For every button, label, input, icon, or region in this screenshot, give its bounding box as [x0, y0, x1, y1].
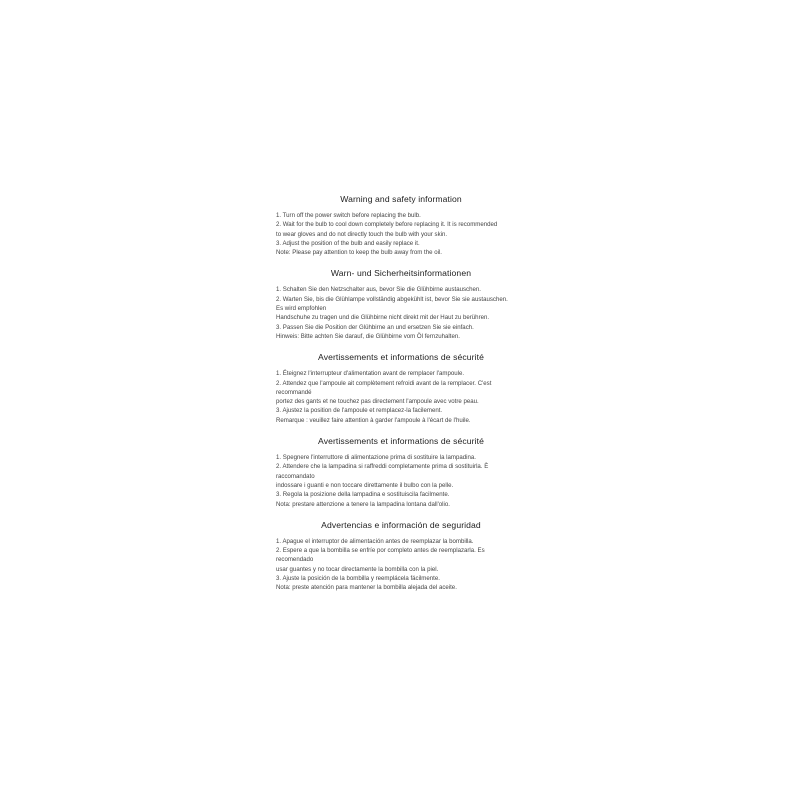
section-line: 1. Schalten Sie den Netzschalter aus, bevor Sie die Glühbirne austauschen. — [276, 286, 481, 294]
section-line: Handschuhe zu tragen und die Glühbirne nicht direkt mit der Haut zu berühren. — [276, 314, 490, 322]
section-line: 1. Apague el interruptor de alimentación antes de reemplazar la bombilla. — [276, 537, 474, 545]
section-line: 3. Regola la posizione della lampadina e sostituiscila facilmente. — [276, 491, 450, 499]
section-line: 3. Ajuste la posición de la bombilla y reemplácela fácilmente. — [276, 575, 440, 583]
section-line: portez des gants et ne touchez pas directement l'ampoule avec votre peau. — [276, 398, 479, 406]
section-line: to wear gloves and do not directly touch the bulb with your skin. — [276, 230, 448, 238]
section-line: Nota: prestare attenzione a tenere la lampadina lontana dall'olio. — [276, 500, 450, 508]
section-english — [276, 193, 526, 257]
section-title: Avertissements et informations de sécurité — [318, 352, 484, 363]
section-spanish — [276, 519, 526, 593]
section-line: 2. Attendere che la lampadina si raffreddi completamente prima di sostituirla. È — [276, 463, 489, 471]
section-french — [276, 351, 526, 425]
section-line: Note: Please pay attention to keep the bulb away from the oil. — [276, 249, 442, 257]
section-line: 3. Adjust the position of the bulb and easily replace it. — [276, 239, 420, 247]
section-italian — [276, 435, 526, 509]
section-line: 3. Passen Sie die Position der Glühbirne an und ersetzen Sie sie einfach. — [276, 323, 474, 331]
section-line: recomendado — [276, 556, 314, 564]
section-line: 1. Turn off the power switch before replacing the bulb. — [276, 212, 421, 219]
section-line: recommandé — [276, 388, 312, 396]
section-line: indossare i guanti e non toccare direttamente il bulbo con la pelle. — [276, 481, 454, 489]
section-line: Remarque : veuillez faire attention à garder l'ampoule à l'écart de l'huile. — [276, 416, 471, 424]
section-line: 2. Attendez que l'ampoule ait complètement refroidi avant de la remplacer. C'est — [276, 379, 492, 387]
section-line: Es wird empfohlen — [276, 305, 327, 313]
section-title: Warning and safety information — [340, 194, 462, 204]
document-page — [276, 193, 526, 593]
section-line: 2. Espere a que la bombilla se enfríe por completo antes de reemplazarla. Es — [276, 547, 485, 555]
section-german — [276, 267, 526, 341]
section-line: 2. Wait for the bulb to cool down completely before replacing it. It is recommended — [276, 221, 498, 229]
section-title: Advertencias e información de seguridad — [321, 519, 481, 530]
section-line: 1. Éteignez l'interrupteur d'alimentation avant de remplacer l'ampoule. — [276, 370, 465, 378]
section-title: Avertissements et informations de sécurité — [318, 436, 484, 447]
section-line: 1. Spegnere l'interruttore di alimentazione prima di sostituire la lampadina. — [276, 454, 476, 462]
section-line: 3. Ajustez la position de l'ampoule et remplacez-la facilement. — [276, 407, 443, 415]
section-line: 2. Warten Sie, bis die Glühlampe vollständig abgekühlt ist, bevor Sie sie austauschen. — [276, 295, 508, 303]
section-line: Nota: preste atención para mantener la bombilla alejada del aceite. — [276, 584, 457, 592]
section-line: raccomandato — [276, 472, 315, 480]
section-title: Warn- und Sicherheitsinformationen — [330, 268, 472, 279]
section-line: usar guantes y no tocar directamente la bombilla con la piel. — [276, 565, 439, 573]
section-line: Hinweis: Bitte achten Sie darauf, die Glühbirne vom Öl fernzuhalten. — [276, 332, 460, 340]
